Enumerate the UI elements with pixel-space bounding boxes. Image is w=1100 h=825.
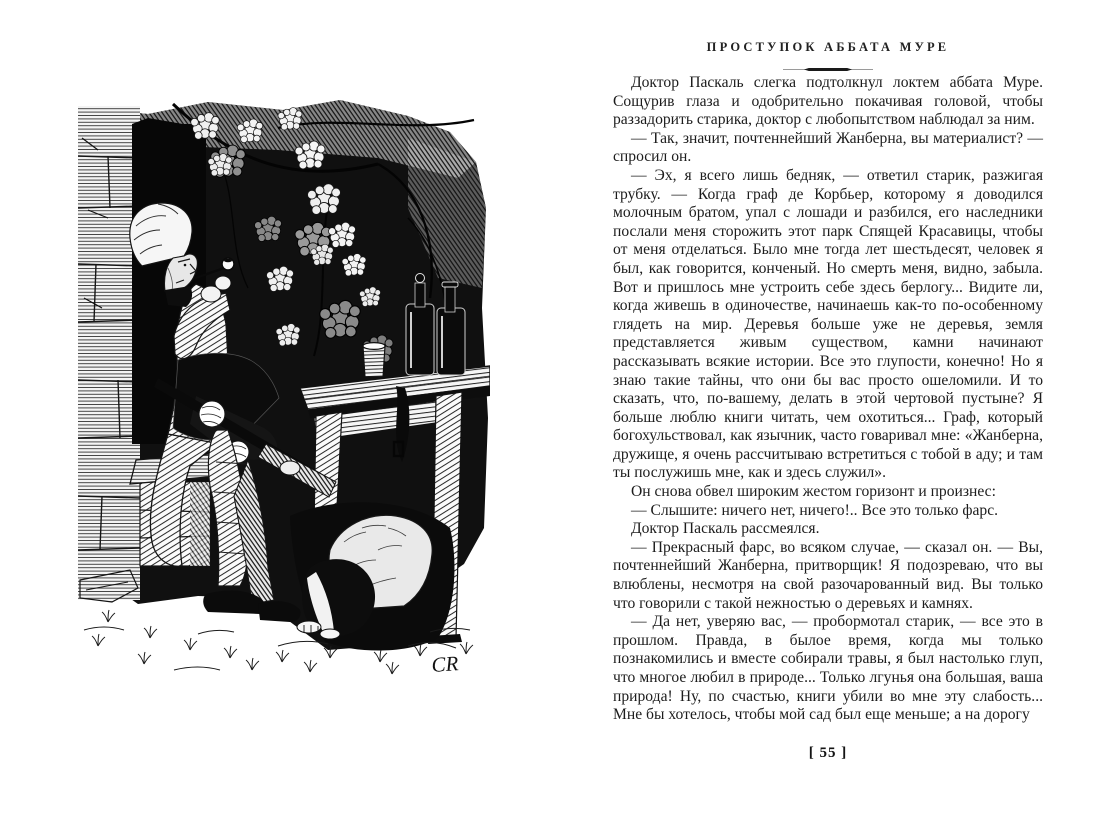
body-text [613,74,1043,725]
hand [215,276,231,290]
page-number: [ 55 ] [808,745,848,761]
paragraph: Доктор Паскаль слегка подтолкнул локтем аббата Муре. Сощурив глаза и одобрительно покачивая головой, чтобы раззадорить старика, доктор с любопытством наблюдал за ним. [613,74,1043,129]
paragraph: — Прекрасный фарс, во всяком случае, — сказал он. — Вы, почтеннейший Жанберна, притворщик! Я подозреваю, что вы влюблены, несмотря на свой разочарованный вид. Вы только что говорили с такой нежностью о деревьях и камнях. [613,538,1043,612]
paragraph: Он снова обвел широким жестом горизонт и произнес: [631,483,996,501]
dog-paw [297,621,321,633]
cup [363,343,385,377]
engraver-signature: CR [430,651,460,677]
paragraph: — Слышите: ничего нет, ничего!.. Все это только фарс. [631,501,999,519]
hand-on-gun [280,461,300,475]
dog-paw [320,629,340,639]
illustration [78,98,490,678]
header-divider [783,68,873,71]
paragraph: — Так, значит, почтеннейший Жанберна, вы материалист? — спросил он. [613,129,1043,166]
paragraph: Доктор Паскаль рассмеялся. [631,520,820,538]
eye [184,264,187,267]
paragraph: — Эх, я всего лишь бедняк, — ответил старик, разжигая трубку. — Когда граф де Корбьер, которому я доводился молочным братом, упал с лошади и разбился, его наследники послали меня сторожить этот парк Спящей Красавицы, чтобы от меня отделаться. Было мне тогда лет шестьдесят, человек я был, как говорится, конченый. Но смерть меня, видно, забыла. Вот и пришлось мне устроить себе здесь берлогу... Видите ли, когда живешь в одиночестве, начинаешь как-то по-особенному глядеть на мир. Деревья больше уже не деревья, земля представляется живым существом, камни начинают рассказывать всякие истории. Все это глупости, конечно! Но я знаю такие тайны, что они бы вас просто ошеломили. И то сказать, что, по-вашему, делать в этой чертовой пустыне? Я больше люблю книги читать, чем охотиться... Граф, который богохульствовал, как язычник, часто говаривал мне: «Жанберна, дружище, я очень рассчитываю встретиться с тобой в аду; и там ты послужишь мне, как и здесь служил». [613,166,1043,482]
running-title: ПРОСТУПОК АББАТА МУРЕ [706,40,950,54]
paragraph: — Да нет, уверяю вас, — пробормотал старик, — все это в прошлом. Правда, в былое время, когда мы только познакомились и вместе собирали травы, я был настолько глуп, что многое любил в природе... Только лгунья она большая, ваша природа! Ну, по счастью, книги убили во мне эту слабость... Мне бы хотелось, чтобы мой сад был еще меньше; а на дорогу [613,613,1043,724]
